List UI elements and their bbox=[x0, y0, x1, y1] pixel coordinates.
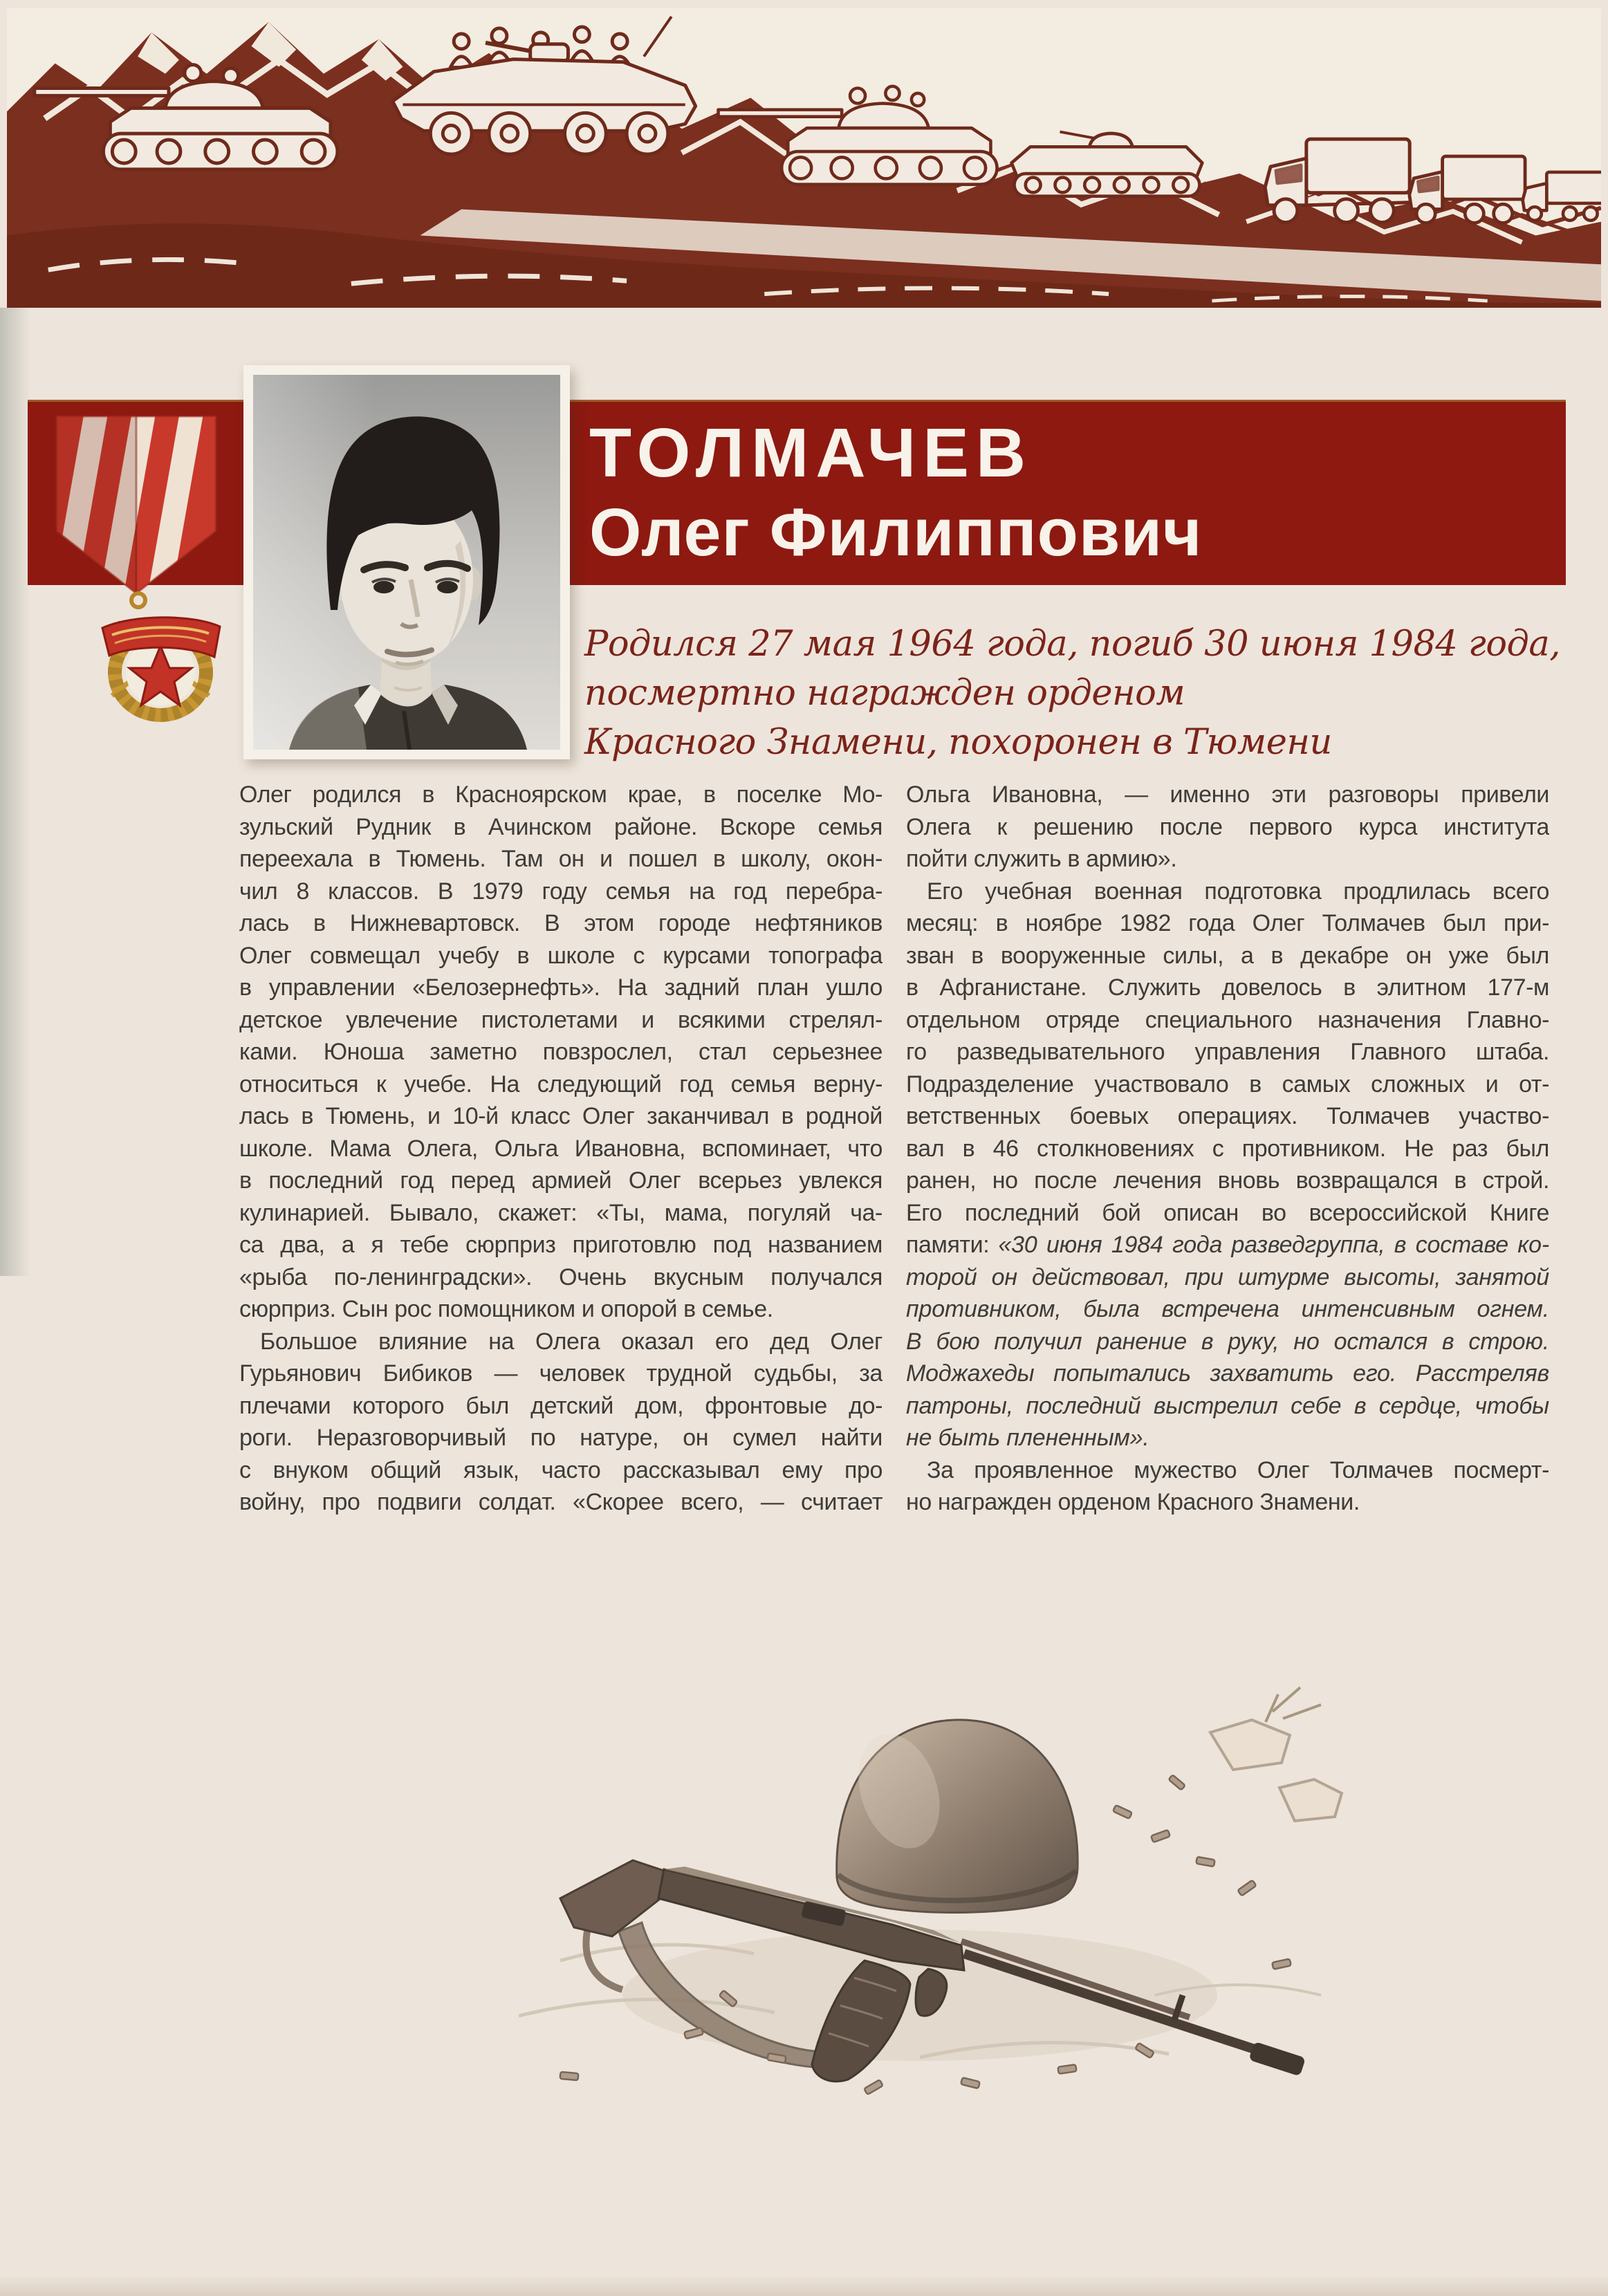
text-line: с внуком общий язык, часто рассказывал ему про bbox=[239, 1456, 882, 1483]
text-line: са два, а я тебе сюрприз приготовлю под названием bbox=[239, 1232, 882, 1258]
text-line: но награжден орденом Красного Знамени. bbox=[906, 1489, 1360, 1515]
text-line: Его последний бой описан во всероссийской Книге bbox=[906, 1199, 1549, 1226]
helmet-rifle-illustration bbox=[477, 1670, 1356, 2099]
text-line: чил 8 классов. В 1979 году семья на год перебра- bbox=[239, 878, 882, 905]
text-line: патроны, последний выстрелил себе в сердце, чтобы bbox=[906, 1392, 1549, 1419]
text-line: ветственных боевых операциях. Толмачев участво- bbox=[906, 1103, 1549, 1129]
subtitle-line: Родился 27 мая 1964 года, погиб 30 июня 1984 года, bbox=[584, 624, 1560, 665]
given-names-title: Олег Филиппович bbox=[589, 494, 1203, 570]
text-line: относиться к учебе. На следующий год семья верну- bbox=[239, 1071, 882, 1098]
text-line: сюрприз. Сын рос помощником и опорой в семье. bbox=[239, 1296, 773, 1322]
text-line: ками. Юноша заметно повзрослел, стал серьезнее bbox=[239, 1039, 882, 1065]
text-line: Олега к решению после первого курса института bbox=[906, 813, 1549, 840]
text-line: За проявленное мужество Олег Толмачев посмерт- bbox=[927, 1456, 1549, 1483]
text-line: памяти: «30 июня 1984 года разведгруппа, в составе ко- bbox=[906, 1232, 1549, 1258]
subtitle-line: Красного Знамени, похоронен в Тюмени bbox=[584, 722, 1332, 763]
text-line: плечами которого был детский дом, фронтовые до- bbox=[239, 1392, 882, 1419]
text-line: Подразделение участвовало в самых сложных и от- bbox=[906, 1071, 1549, 1098]
text-line: не быть плененным». bbox=[906, 1425, 1149, 1451]
text-line: пойти служить в армию». bbox=[906, 846, 1177, 872]
text-line: лась в Нижневартовск. В этом городе нефтяников bbox=[239, 910, 882, 936]
text-line: лась в Тюмень, и 10-й класс Олег заканчивал в родной bbox=[239, 1103, 882, 1129]
text-line: Моджахеды попытались захватить его. Расстреляв bbox=[906, 1360, 1549, 1387]
article-left-column bbox=[239, 779, 882, 1519]
text-line: Его учебная военная подготовка продлилась всего bbox=[927, 878, 1549, 905]
text-line: В бою получил ранение в руку, но остался в строю. bbox=[906, 1328, 1549, 1355]
scan-bottom-shadow bbox=[0, 2274, 1608, 2296]
text-line: зульский Рудник в Ачинском районе. Вскоре семья bbox=[239, 813, 882, 840]
text-line: детское увлечение пистолетами и всякими стрелял- bbox=[239, 1006, 882, 1033]
convoy-illustration bbox=[7, 8, 1601, 308]
text-line: ранен, но после лечения вновь возвращался в строй. bbox=[906, 1167, 1549, 1194]
text-line: «рыба по-ленинградски». Очень вкусным получался bbox=[239, 1263, 882, 1290]
text-line: противником, была встречена интенсивным огнем. bbox=[906, 1296, 1549, 1322]
text-line: Олег родился в Красноярском крае, в поселке Мо- bbox=[239, 781, 882, 808]
scan-edge-shadow bbox=[0, 308, 30, 1276]
text-line: торой он действовал, при штурме высоты, занятой bbox=[906, 1263, 1549, 1290]
portrait-photo bbox=[243, 365, 570, 759]
text-line: в последний год перед армией Олег всерьез увлекся bbox=[239, 1167, 882, 1194]
text-line: в Афганистане. Служить довелось в элитном 177-м bbox=[906, 974, 1549, 1001]
text-line: переехала в Тюмень. Там он и пошел в школу, окон- bbox=[239, 846, 882, 872]
text-line: войну, про подвиги солдат. «Скорее всего, — считает bbox=[239, 1489, 882, 1515]
article-right-column bbox=[906, 779, 1549, 1519]
text-line: Большое влияние на Олега оказал его дед Олег bbox=[260, 1328, 882, 1355]
order-of-red-banner-medal-icon bbox=[50, 414, 230, 746]
text-line: кулинарией. Бывало, скажет: «Ты, мама, погуляй ча- bbox=[239, 1199, 882, 1226]
text-line: Гурьянович Бибиков — человек трудной судьбы, за bbox=[239, 1360, 882, 1387]
text-line: школе. Мама Олега, Ольга Ивановна, вспоминает, что bbox=[239, 1135, 882, 1162]
subtitle-line: посмертно награжден орденом bbox=[584, 673, 1185, 714]
text-line: го разведывательного управления Главного штаба. bbox=[906, 1039, 1549, 1065]
text-line: в управлении «Белозернефть». На задний план ушло bbox=[239, 974, 882, 1001]
text-line: роги. Неразговорчивый по натуре, он сумел найти bbox=[239, 1425, 882, 1451]
text-line: вал в 46 столкновениях с противником. Не раз был bbox=[906, 1135, 1549, 1162]
text-line: Ольга Ивановна, — именно эти разговоры привели bbox=[906, 781, 1549, 808]
text-line: зван в вооруженные силы, а в декабре он уже был bbox=[906, 942, 1549, 969]
text-line: Олег совмещал учебу в школе с курсами топографа bbox=[239, 942, 882, 969]
text-line: месяц: в ноябре 1982 года Олег Толмачев был при- bbox=[906, 910, 1549, 936]
text-line: отдельном отряде специального назначения Главно- bbox=[906, 1006, 1549, 1033]
life-dates-subtitle bbox=[584, 620, 1560, 767]
surname-title: ТОЛМАЧЕВ bbox=[589, 414, 1033, 492]
